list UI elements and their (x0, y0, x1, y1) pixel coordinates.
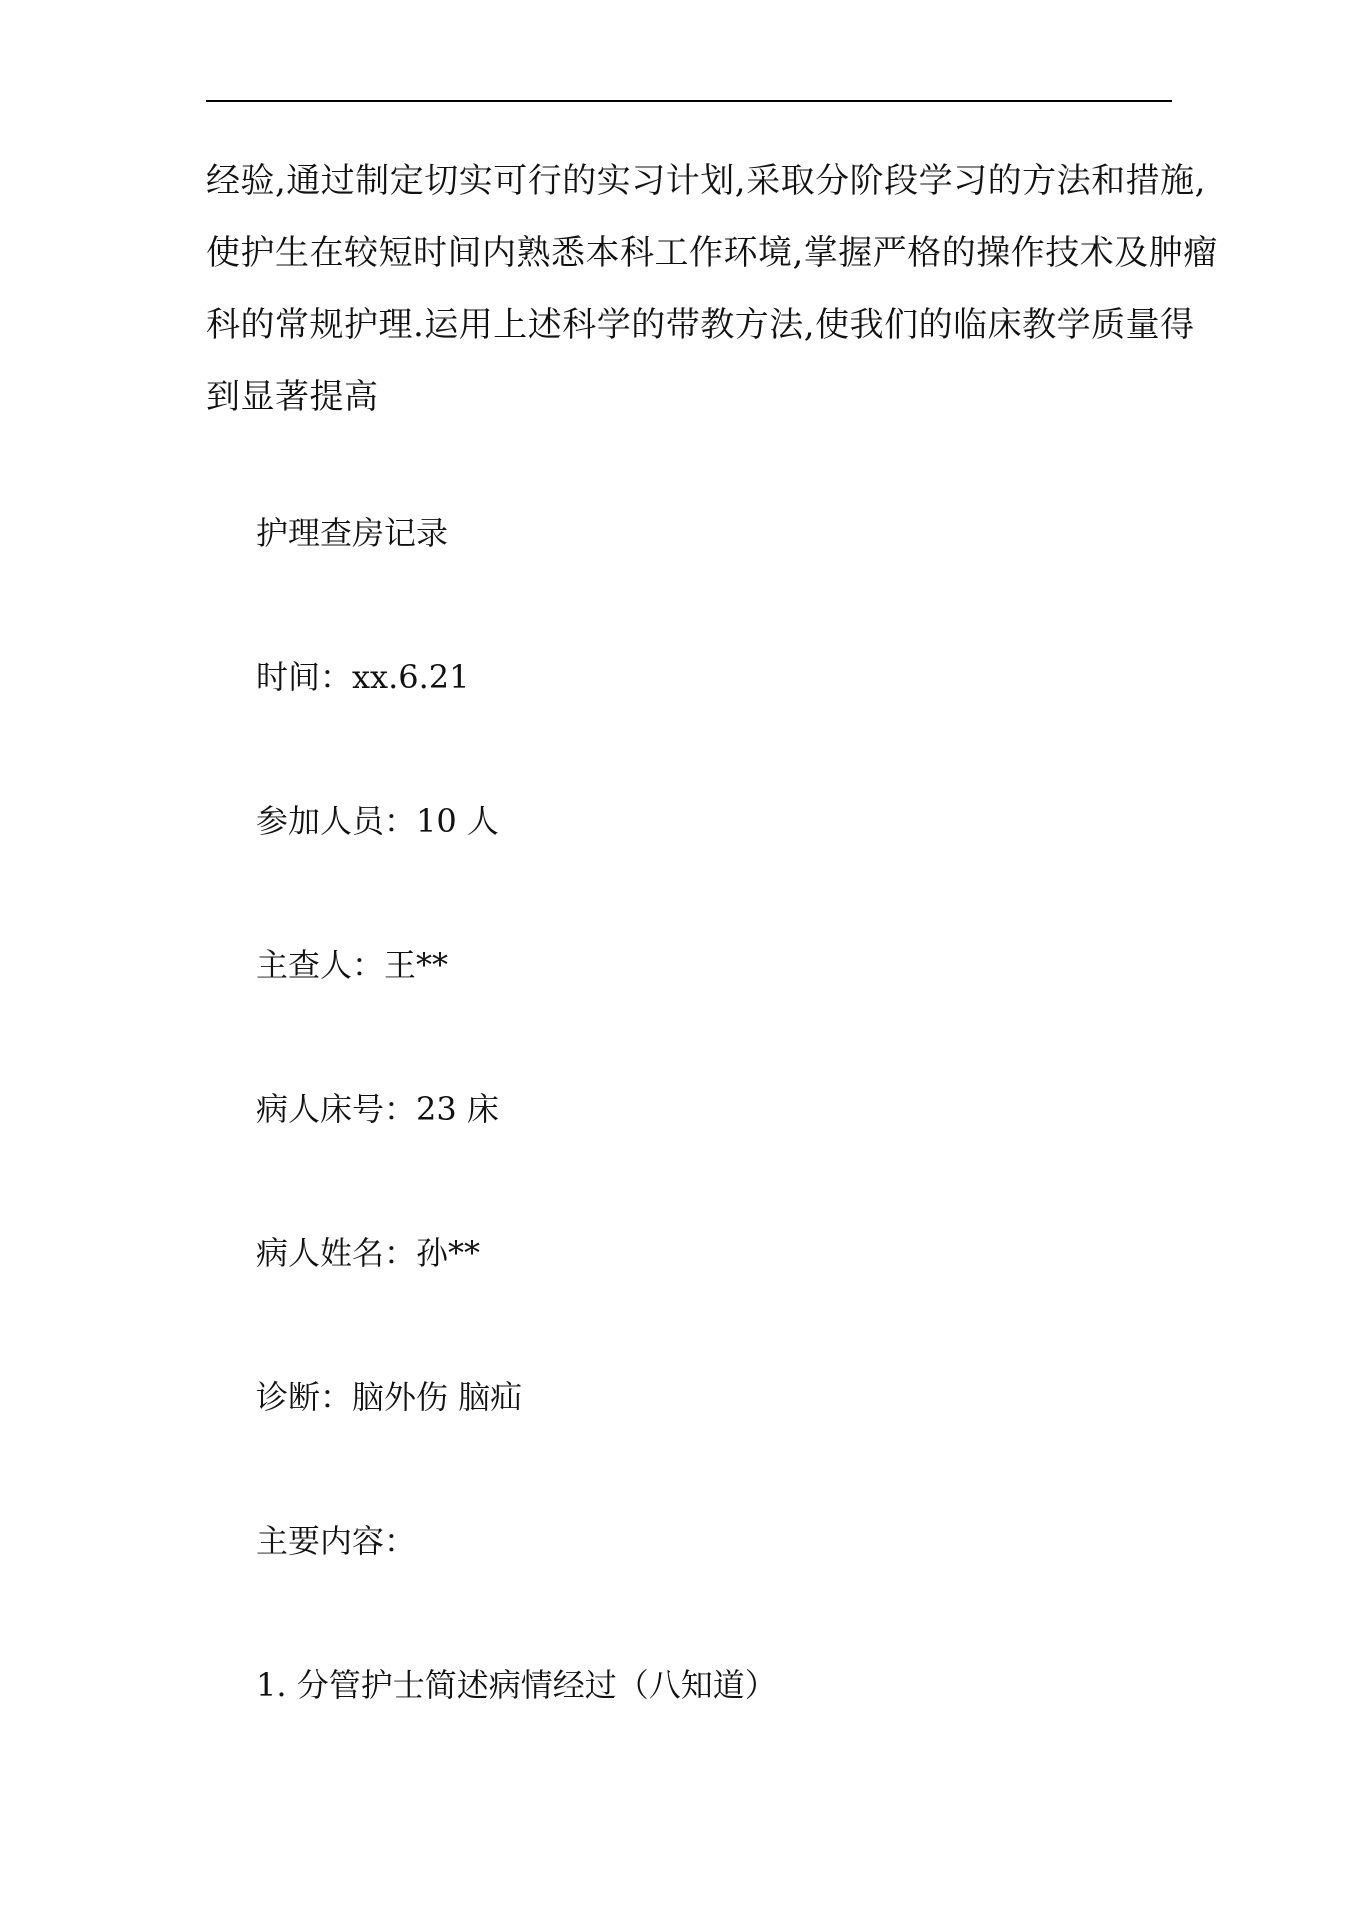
record-bed-number: 病人床号：23 床 (256, 1090, 499, 1128)
intro-paragraph (206, 145, 1218, 433)
intro-line: 使护生在较短时间内熟悉本科工作环境,掌握严格的操作技术及肿瘤 (206, 233, 1218, 273)
header-rule (206, 100, 1172, 102)
intro-line: 到显著提高 (206, 377, 379, 417)
record-title: 护理查房记录 (256, 514, 449, 552)
record-time: 时间：xx.6.21 (256, 658, 470, 696)
intro-line: 科的常规护理.运用上述科学的带教方法,使我们的临床教学质量得 (206, 305, 1195, 345)
record-patient-name: 病人姓名：孙** (256, 1234, 481, 1272)
intro-line: 经验,通过制定切实可行的实习计划,采取分阶段学习的方法和措施, (206, 161, 1206, 201)
record-diagnosis: 诊断：脑外伤 脑疝 (256, 1378, 523, 1416)
record-item-1: 1. 分管护士简述病情经过（八知道） (256, 1666, 777, 1704)
record-participants: 参加人员：10 人 (256, 802, 499, 840)
record-main-content: 主要内容： (256, 1522, 417, 1560)
record-host: 主查人：王** (256, 946, 449, 984)
